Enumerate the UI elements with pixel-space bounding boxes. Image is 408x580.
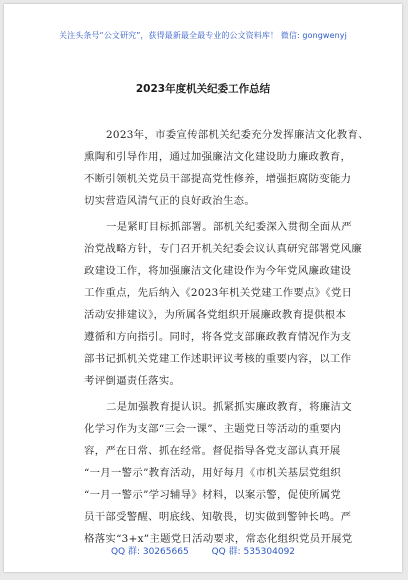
document-body (84, 124, 369, 550)
body-line: 活动安排建议》，为所属各党组织开展廉政教育提供根本 (84, 309, 347, 321)
body-line: 切实营造风清气正的良好政治生态。 (84, 195, 256, 207)
body-line: 工作重点，先后纳入《2023年机关党建工作要点》《党日 (84, 287, 353, 299)
body-line: 部书记抓机关党建工作述职评议考核的重要内容，以工作 (84, 353, 352, 365)
body-line: 员干部受警醒、明底线、知敬畏，切实做到警钟长鸣。严 (84, 511, 352, 523)
body-line: 2023年，市委宣传部机关纪委充分发挥廉洁文化教育、 (106, 129, 369, 141)
body-line: “一月一警示”教育活动，用好每月《市机关基层党组织 (84, 467, 342, 479)
footer-qq-group-2: QQ 群: 535304092 (211, 547, 296, 557)
body-line: 二是加强教育提认识。抓紧抓实廉政教育，将廉洁文 (106, 401, 352, 413)
document-title: 2023年度机关纪委工作总结 (135, 83, 271, 95)
body-line: 政建设工作，将加强廉洁文化建设作为今年党风廉政建设 (84, 265, 352, 277)
header-banner: 关注头条号“公文研究”，获得最新最全最专业的公文资料库！ 微信: gongwenyj (59, 31, 347, 40)
body-line: 不断引领机关党员干部提高党性修养，增强拒腐防变能力 (84, 173, 352, 185)
body-line: 遵循和方向指引。同时，将各党支部廉政教育情况作为支 (84, 331, 352, 343)
body-line: 熏陶和引导作用，通过加强廉洁文化建设助力廉政教育， (84, 151, 352, 163)
footer-contacts (4, 544, 402, 557)
body-line: 治党战略方针，专门召开机关纪委会议认真研究部署党风廉 (84, 243, 362, 255)
body-line: 一是紧盯目标抓部署。部机关纪委深入贯彻全面从严 (106, 221, 352, 233)
footer-qq-group-1: QQ 群: 30265665 (110, 547, 189, 557)
document-page (4, 4, 402, 572)
body-line: 格落实“3+x”主题党日活动要求，常态化组织党员开展党 (84, 533, 353, 545)
body-line: 容，严在日常、抓在经常。督促指导各党支部认真开展 (84, 445, 341, 457)
body-line: 化学习作为支部“三会一课”、主题党日等活动的重要内 (84, 423, 342, 435)
body-line: 考评倒逼责任落实。 (84, 375, 181, 387)
body-line: “一月一警示”学习辅导》材料，以案示警，促使所属党 (84, 489, 342, 501)
